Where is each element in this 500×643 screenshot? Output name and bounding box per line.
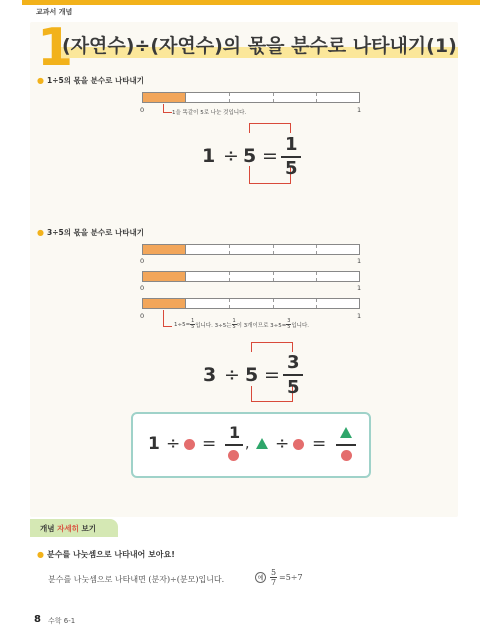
detail-tab-prefix: 개념 [40, 524, 58, 533]
eq1-numerator: 1 [285, 134, 298, 155]
eq2-dividend: 3 [203, 364, 217, 386]
formula-fraction-bar [225, 444, 243, 446]
divider [316, 93, 317, 102]
detail-heading [37, 549, 175, 560]
bullet-icon: ● [37, 228, 44, 237]
concept-number: 1 [37, 18, 74, 78]
divider [229, 272, 230, 281]
formula-divide: ÷ [166, 434, 181, 454]
example-rest: =5÷7 [279, 573, 303, 582]
note-frac-num: 1 [232, 318, 236, 324]
circle-icon [228, 450, 239, 461]
eq1-dividend: 1 [202, 145, 216, 167]
tick-one: 1 [357, 257, 362, 265]
formula-equals: = [202, 434, 217, 454]
tick-zero: 0 [140, 284, 145, 292]
section-tag: 교과서 개념 [36, 8, 73, 16]
eq2-numerator: 3 [287, 352, 300, 373]
detail-heading-text: 분수를 나눗셈으로 나타내어 보아요! [46, 550, 175, 559]
header-accent-bar [22, 0, 480, 5]
fraction-bar [142, 298, 360, 309]
detail-tab-suffix: 보기 [78, 524, 96, 533]
example-den: 7 [270, 578, 277, 587]
detail-tab-highlight: 자세히 [57, 524, 79, 533]
circle-icon [184, 439, 195, 450]
divider [229, 245, 230, 254]
note-text: 입니다. [291, 322, 310, 329]
fraction-bar [142, 244, 360, 255]
shaded-part [143, 299, 186, 308]
detail-tab-label [40, 523, 96, 534]
eq2-divisor: 5 [245, 364, 259, 386]
book-label: 수학 6-1 [48, 617, 76, 625]
divider [316, 272, 317, 281]
tick-zero: 0 [140, 106, 145, 114]
divider [273, 299, 274, 308]
note-frac-den: 5 [287, 324, 291, 330]
divider [273, 245, 274, 254]
divider [316, 299, 317, 308]
eq1-divide: ÷ [223, 145, 239, 167]
note-frac-num: 1 [191, 318, 195, 324]
formula-numerator: 1 [229, 423, 241, 442]
tick-one: 1 [357, 312, 362, 320]
fraction-bar [142, 92, 360, 103]
page-title: (자연수)÷(자연수)의 몫을 분수로 나타내기(1) [62, 35, 457, 57]
example-fraction [270, 568, 277, 587]
note-text: 입니다. 3÷5는 [195, 322, 232, 329]
divider [229, 93, 230, 102]
section2-heading [37, 227, 144, 238]
eq1-divisor: 5 [243, 145, 257, 167]
eq1-denominator: 5 [285, 158, 298, 179]
tick-zero: 0 [140, 257, 145, 265]
note-text: 이 3개이므로 3÷5= [236, 322, 287, 329]
tick-one: 1 [357, 106, 362, 114]
divider [273, 272, 274, 281]
example-badge: 예 [255, 572, 266, 583]
divider [316, 245, 317, 254]
note-text: 1÷5= [174, 321, 191, 328]
section2-heading-text: 3÷5의 몫을 분수로 나타내기 [46, 228, 144, 237]
tick-zero: 0 [140, 312, 145, 320]
eq2-fraction-bar [283, 374, 303, 376]
shaded-part [143, 93, 186, 102]
note-frac-num: 3 [287, 318, 291, 324]
triangle-icon [340, 427, 352, 438]
detail-body: 분수를 나눗셈으로 나타내면 (분자)÷(분모)입니다. [48, 575, 225, 584]
formula-equals: = [312, 434, 327, 454]
formula-fraction-bar [336, 444, 356, 446]
formula-divide: ÷ [275, 434, 290, 454]
formula-one: 1 [148, 434, 160, 454]
bullet-icon: ● [37, 550, 44, 559]
fraction-bar [142, 271, 360, 282]
eq2-denominator: 5 [287, 377, 300, 398]
top-bracket [251, 342, 293, 352]
note-frac-den: 5 [232, 324, 236, 330]
tick-one: 1 [357, 284, 362, 292]
shaded-part [143, 245, 186, 254]
circle-icon [293, 439, 304, 450]
note-frac-den: 5 [191, 324, 195, 330]
divider [229, 299, 230, 308]
section2-note [174, 319, 309, 330]
eq2-divide: ÷ [224, 364, 240, 386]
bullet-icon: ● [37, 76, 44, 85]
page-number: 8 [34, 614, 41, 625]
section1-heading-text: 1÷5의 몫을 분수로 나타내기 [46, 76, 144, 85]
circle-icon [341, 450, 352, 461]
section1-note: 1을 똑같이 5로 나눈 것입니다. [172, 110, 247, 116]
formula-comma: , [245, 436, 250, 452]
note-leader [163, 104, 172, 113]
triangle-icon [256, 438, 268, 449]
top-bracket [249, 123, 291, 133]
eq2-equals: = [264, 364, 280, 386]
detail-example [255, 568, 303, 587]
eq1-equals: = [262, 145, 278, 167]
example-num: 5 [270, 568, 277, 577]
divider [273, 93, 274, 102]
shaded-part [143, 272, 186, 281]
section1-heading [37, 75, 144, 86]
note-leader [163, 310, 172, 327]
